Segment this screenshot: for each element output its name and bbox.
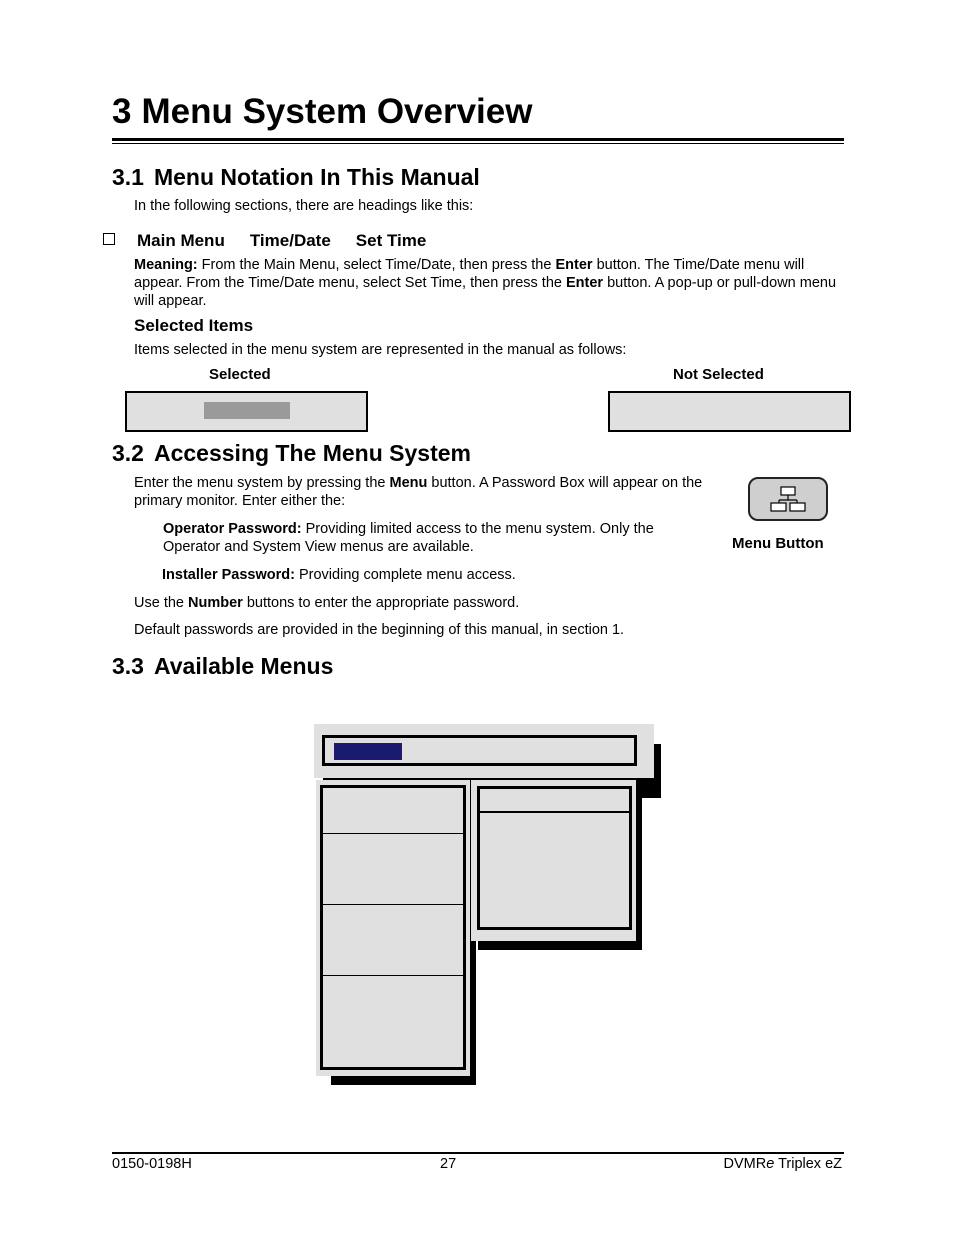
footer-page-number: 27 xyxy=(440,1156,457,1172)
footer-product xyxy=(724,1156,842,1172)
section-heading-3-3 xyxy=(112,653,333,680)
text: Enter the menu system by pressing the xyxy=(134,475,390,491)
chapter-rule-thin xyxy=(112,143,844,144)
menu-button-illustration xyxy=(748,477,828,521)
menu-path-item: Set Time xyxy=(355,231,427,250)
menu-bold: Menu xyxy=(389,475,428,491)
number-bold: Number xyxy=(188,595,243,611)
chapter-title-text: Menu System Overview xyxy=(141,92,533,131)
selected-example-box xyxy=(125,391,368,432)
meaning-label: Meaning: xyxy=(134,257,198,273)
not-selected-example-box xyxy=(608,391,851,432)
section-number: 3.3 xyxy=(112,653,144,679)
menu-bar-selected-item xyxy=(334,743,402,760)
menu-path-item: Time/Date xyxy=(249,231,331,250)
access-paragraph xyxy=(134,474,714,510)
enter-bold: Enter xyxy=(555,257,593,273)
text: button. A Password Box will appear on the primary monitor. Enter either the: xyxy=(134,475,703,509)
default-passwords-paragraph: Default passwords are provided in the beginning of this manual, in section 1. xyxy=(134,622,625,638)
meaning-paragraph xyxy=(134,256,846,310)
section-title: Accessing The Menu System xyxy=(153,440,471,466)
section-heading-3-2 xyxy=(112,440,471,467)
menu-path-item: Main Menu xyxy=(137,231,225,250)
section-title: Available Menus xyxy=(153,653,334,679)
left-divider xyxy=(323,975,463,976)
section-number: 3.1 xyxy=(112,164,144,190)
chapter-number: 3 xyxy=(112,92,132,131)
footer-rule xyxy=(112,1152,844,1154)
selected-items-text: Items selected in the menu system are represented in the manual as follows: xyxy=(134,342,627,358)
menu-path-heading xyxy=(103,231,426,251)
section-heading-3-1 xyxy=(112,164,480,191)
meaning-text: button. A pop-up or pull-down menu will appear. xyxy=(134,275,837,309)
right-divider xyxy=(480,811,629,813)
installer-text: Providing complete menu access. xyxy=(294,567,516,583)
section-intro: In the following sections, there are headings like this: xyxy=(134,198,474,214)
right-pulldown-menu xyxy=(477,786,632,930)
footer-doc-number: 0150-0198H xyxy=(112,1156,192,1172)
meaning-text: button. The Time/Date menu will appear. From the Time/Date menu, select Set Time, then press the xyxy=(134,257,805,291)
menu-button-label: Menu Button xyxy=(732,535,824,552)
network-tree-icon xyxy=(750,479,826,519)
section-title: Menu Notation In This Manual xyxy=(153,164,480,190)
installer-label: Installer Password: xyxy=(162,567,295,583)
chapter-rule xyxy=(112,138,844,141)
product-a: DVMR xyxy=(723,1156,767,1172)
product-b: e xyxy=(766,1156,775,1172)
left-divider xyxy=(323,833,463,834)
selected-label: Selected xyxy=(209,366,271,383)
chapter-title xyxy=(112,92,532,132)
installer-password-paragraph xyxy=(162,566,516,584)
left-pulldown-menu xyxy=(320,785,466,1070)
operator-text: Providing limited access to the menu system. Only the Operator and System View menus are available. xyxy=(163,521,654,555)
text: Use the xyxy=(134,595,188,611)
selected-items-heading: Selected Items xyxy=(134,316,254,335)
operator-label: Operator Password: xyxy=(163,521,302,537)
meaning-text: From the Main Menu, select Time/Date, then press the xyxy=(197,257,556,273)
checkbox-icon xyxy=(103,233,115,245)
text: buttons to enter the appropriate password. xyxy=(242,595,520,611)
selected-bar xyxy=(204,402,290,419)
section-number: 3.2 xyxy=(112,440,144,466)
operator-password-paragraph xyxy=(163,520,713,556)
product-c: Triplex eZ xyxy=(774,1156,842,1172)
main-menu-bar-inner xyxy=(322,735,637,766)
left-divider xyxy=(323,904,463,905)
enter-bold: Enter xyxy=(565,275,604,291)
number-paragraph xyxy=(134,594,519,612)
not-selected-label: Not Selected xyxy=(673,366,764,383)
